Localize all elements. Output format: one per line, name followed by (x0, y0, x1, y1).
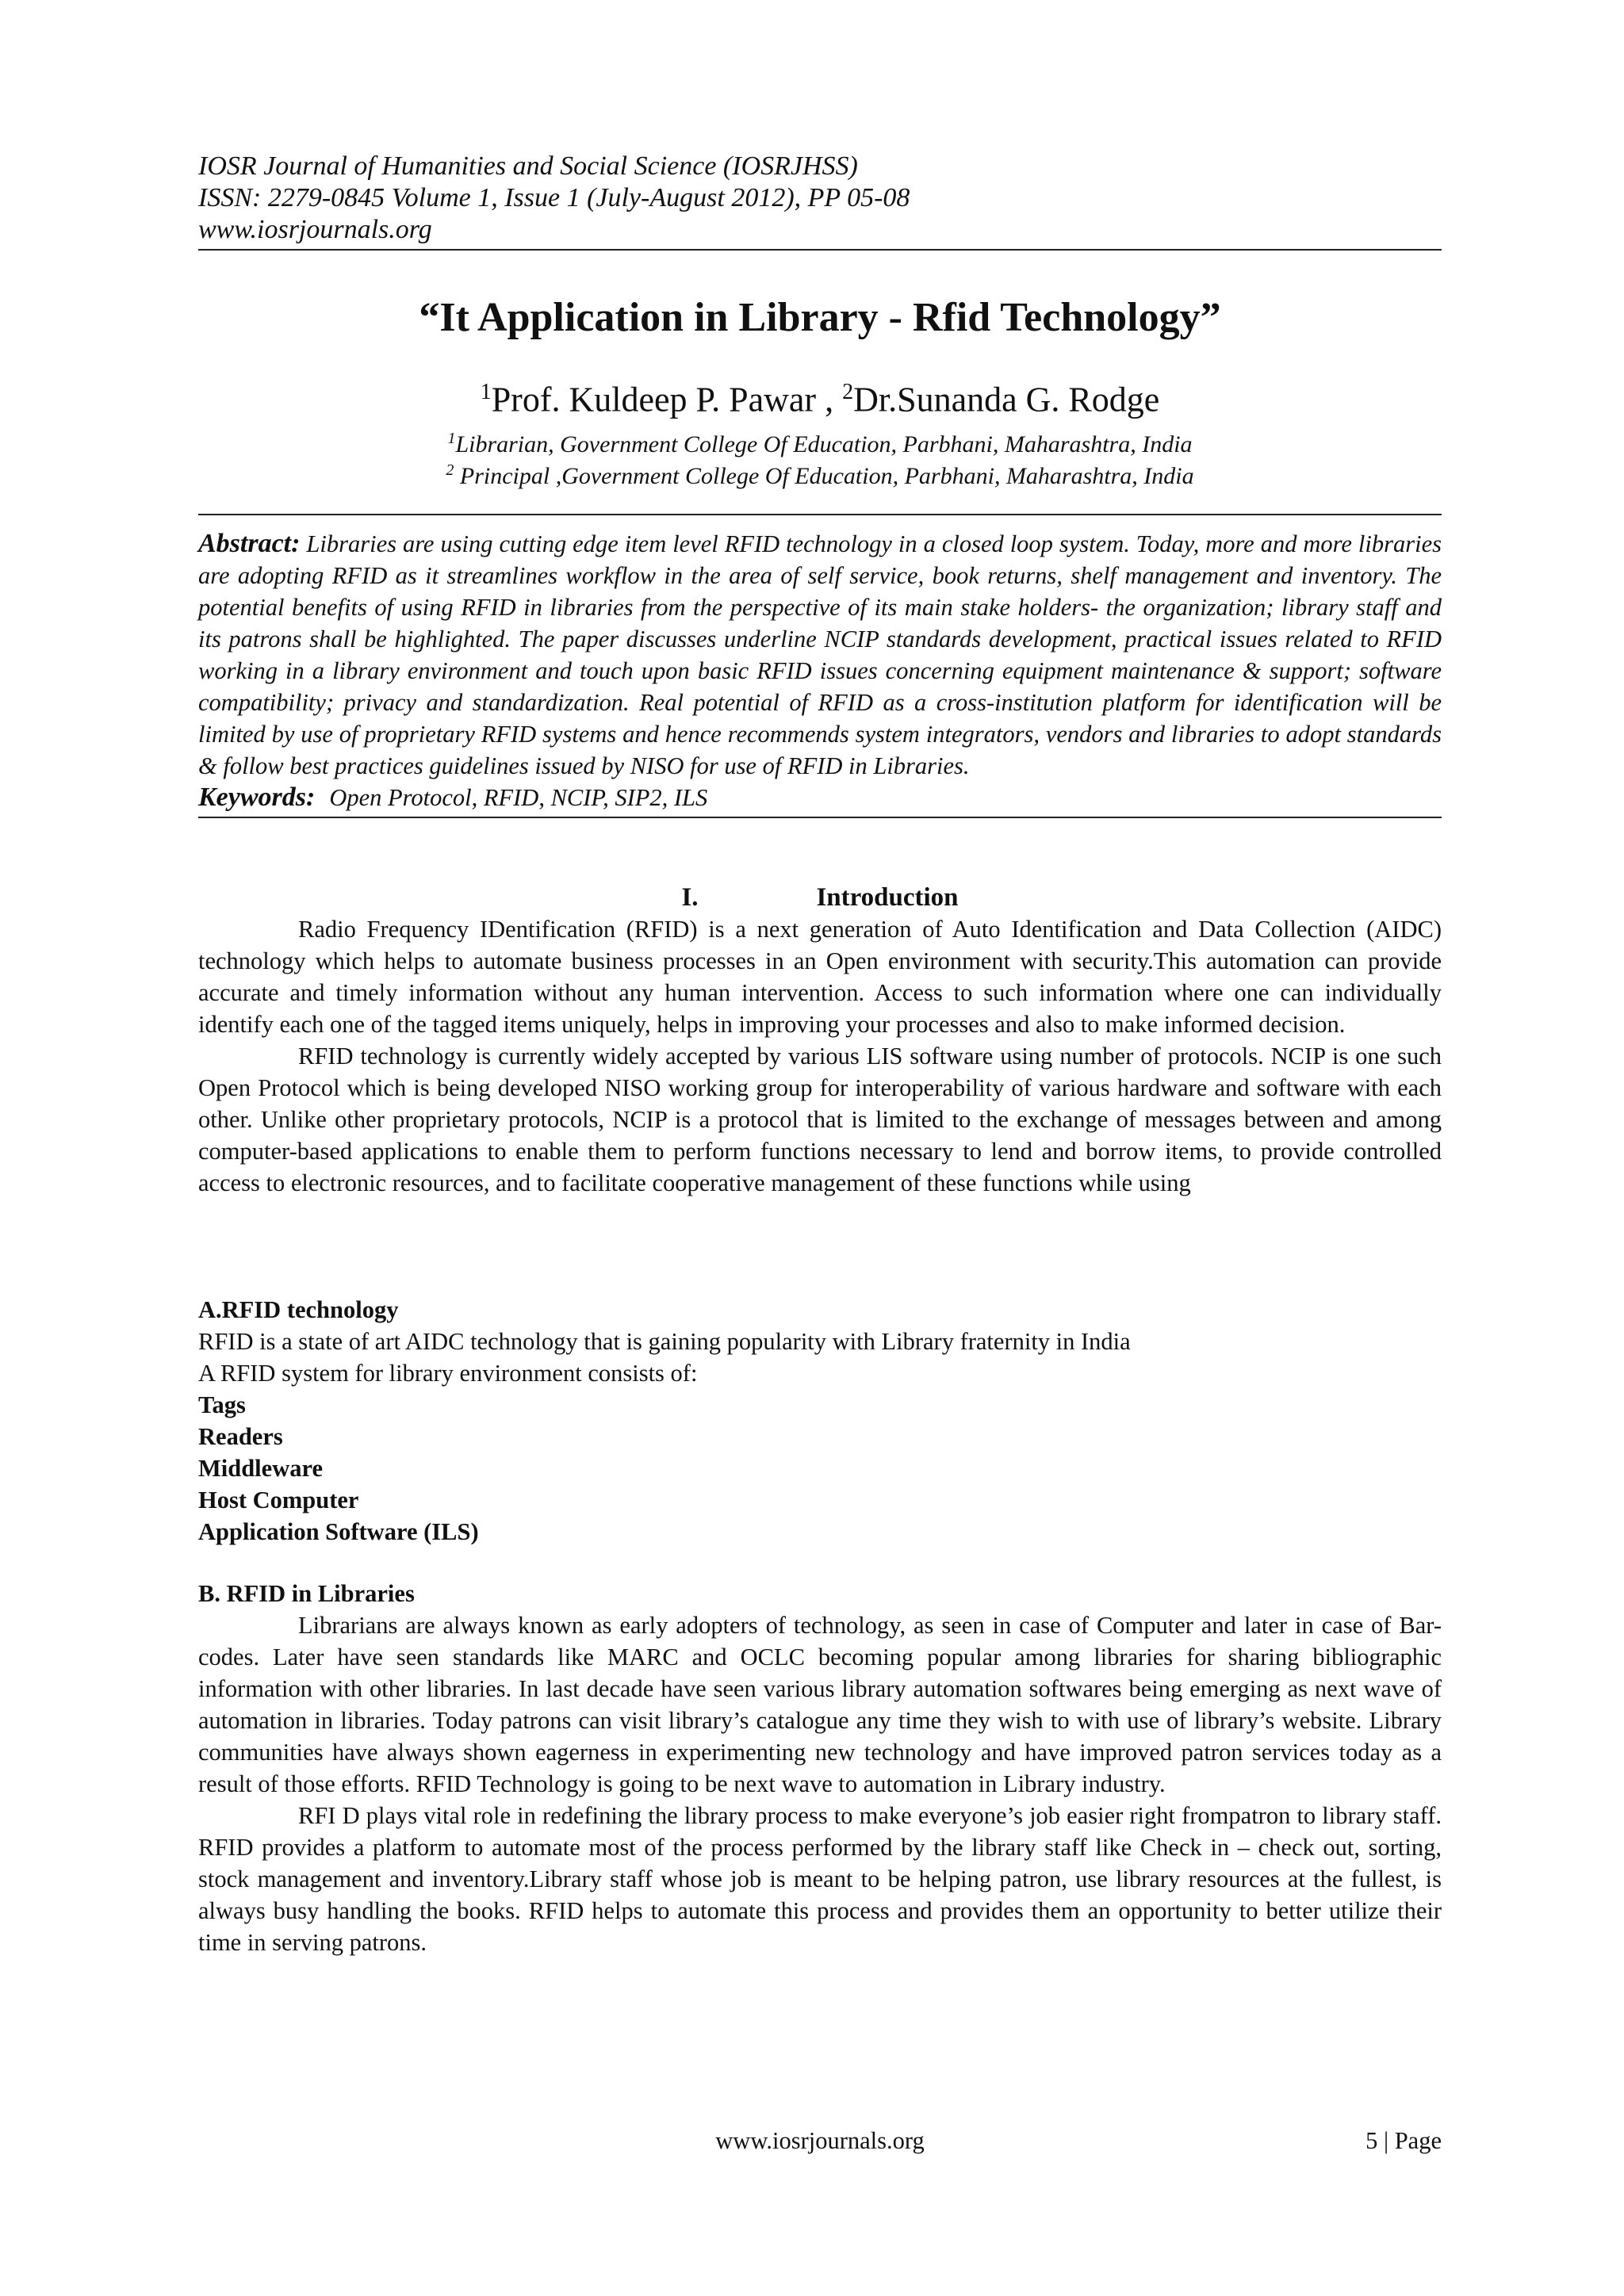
journal-name: IOSR Journal of Humanities and Social Science (IOSRJHSS) (198, 151, 858, 181)
keywords-label: Keywords: (198, 783, 316, 812)
subsection-b-paragraph-1: Librarians are always known as early adopters of technology, as seen in case of Computer and later in case of Bar-codes. Later have seen standards like MARC and OCLC becoming popular among libraries for sharing bibliographic information with other libraries. In last decade have seen various library automation softwares being emerging as next wave of automation in libraries. Today patrons can visit library’s catalogue any time they wish to with use of library’s website. Library communities have always shown eagerness in experimenting new technology and have improved patron services today as a result of those efforts. RFID Technology is going to be next wave to automation in Library industry. (198, 1612, 1442, 1797)
abstract-label: Abstract: (198, 529, 301, 558)
affiliation-1-sup: 1 (447, 430, 456, 447)
affiliation-2-sup: 2 (446, 461, 454, 479)
subsection-a-line-1: RFID is a state of art AIDC technology that is gaining popularity with Library fraternity in India (198, 1328, 1131, 1355)
component-item-tags: Tags (198, 1391, 246, 1418)
subsection-rfid-technology (198, 1294, 1442, 1548)
journal-issn: ISSN: 2279-0845 Volume 1, Issue 1 (July-August 2012), PP 05-08 (198, 183, 910, 212)
subsection-a-line-2: A RFID system for library environment consists of: (198, 1360, 698, 1387)
component-item-middleware: Middleware (198, 1455, 323, 1482)
footer-website: www.iosrjournals.org (715, 2127, 925, 2154)
subsection-b-paragraph-2: RFI D plays vital role in redefining the library process to make everyone’s job easier right frompatron to library staff. RFID provides a platform to automate most of the process performed by the library staff like Check in – check out, sorting, stock management and inventory.Library staff whose job is meant to be helping patron, use library resources at the fullest, is always busy handling the books. RFID helps to automate this process and provides them an opportunity to better utilize their time in serving patrons. (198, 1802, 1442, 1956)
author1-sup: 1 (480, 380, 492, 404)
author1-name: Prof. Kuldeep P. Pawar , (491, 380, 843, 419)
intro-paragraph-2: RFID technology is currently widely accepted by various LIS software using number of protocols. NCIP is one such Open Protocol which is being developed NISO working group for interoperability of various hardware and software with each other. Unlike other proprietary protocols, NCIP is a protocol that is limited to the exchange of messages between and among computer-based applications to enable them to perform functions necessary to lend and borrow items, to provide controlled access to electronic resources, and to facilitate cooperative management of these functions while using (198, 1043, 1442, 1196)
section-heading-introduction (198, 882, 1442, 913)
abstract-text: Libraries are using cutting edge item level RFID technology in a closed loop system. Today, more and more libraries are adopting RFID as it streamlines workflow in the area of self service, book returns, shelf management and inventory. The potential benefits of using RFID in libraries from the perspective of its main stake holders- the organization; library staff and its patrons shall be highlighted. The paper discusses underline NCIP standards development, practical issues related to RFID working in a library environment and touch upon basic RFID issues concerning equipment maintenance & support; software compatibility; privacy and standardization. Real potential of RFID as a cross-institution platform for identification will be limited by use of proprietary RFID systems and hence recommends system integrators, vendors and libraries to adopt standards & follow best practices guidelines issued by NISO for use of RFID in Libraries. (198, 530, 1442, 779)
paper-title: “It Application in Library - Rfid Technology” (419, 295, 1221, 340)
subsection-a-heading: A.RFID technology (198, 1296, 399, 1323)
section-title: Introduction (816, 883, 959, 912)
journal-header (198, 151, 1442, 251)
affiliation-1-text: Librarian, Government College Of Education, Parbhani, Maharashtra, India (455, 431, 1193, 457)
subsection-b-heading: B. RFID in Libraries (198, 1580, 415, 1607)
author2-sup: 2 (842, 380, 854, 404)
affiliation-2 (198, 455, 1442, 492)
intro-paragraph-1: Radio Frequency IDentification (RFID) is a next generation of Auto Identification and Data Collection (AIDC) technology which helps to automate business processes in an Open environment with security.This automation can provide accurate and timely information without any human intervention. Access to such information where one can individually identify each one of the tagged items uniquely, helps in improving your processes and also to make informed decision. (198, 916, 1442, 1038)
affiliation-2-text: Principal ,Government College Of Education, Parbhani, Maharashtra, India (454, 463, 1194, 489)
author2-name: Dr.Sunanda G. Rodge (853, 380, 1160, 419)
page-number: 5 | Page (1365, 2127, 1442, 2154)
subsection-rfid-in-libraries (198, 1578, 1442, 1958)
introduction-body (198, 913, 1442, 1199)
component-item-host-computer: Host Computer (198, 1487, 359, 1513)
keywords-text: Open Protocol, RFID, NCIP, SIP2, ILS (329, 784, 708, 811)
journal-website: www.iosrjournals.org (198, 215, 432, 244)
page-footer (198, 2125, 1442, 2156)
component-item-application-software: Application Software (ILS) (198, 1518, 479, 1545)
abstract (198, 528, 1442, 782)
section-number: I. (681, 883, 699, 912)
author-line (198, 371, 1442, 422)
keywords (198, 782, 1442, 813)
abstract-block (198, 514, 1442, 818)
component-item-readers: Readers (198, 1423, 283, 1450)
